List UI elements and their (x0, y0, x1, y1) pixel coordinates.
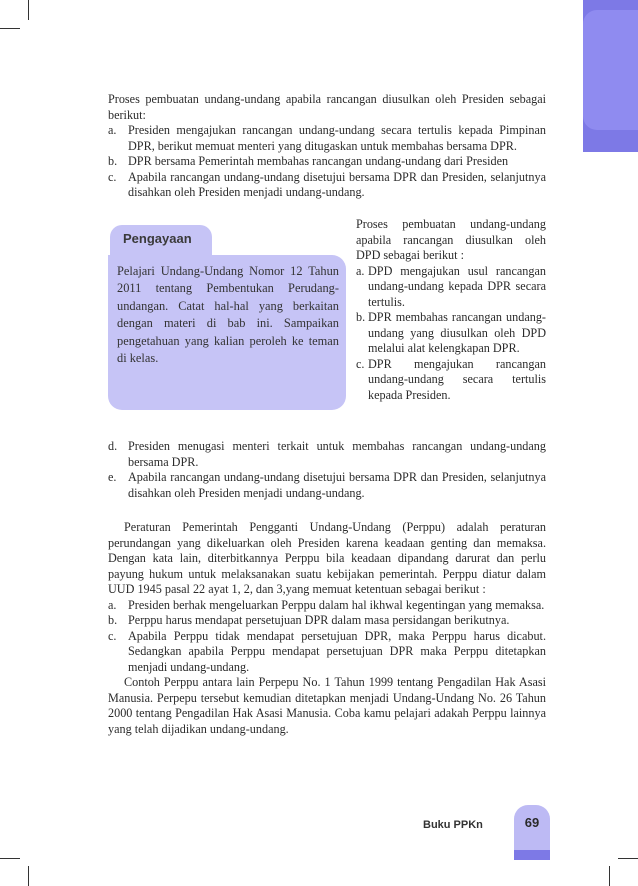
continued-list (108, 439, 546, 501)
crop-mark (618, 858, 638, 859)
crop-mark (0, 858, 20, 859)
list-item: b. DPR membahas rancangan undang-undang yang diusulkan oleh DPD melalui alat kelengkapan DPR. (356, 310, 546, 355)
perppu-paragraph: Peraturan Pemerintah Pengganti Undang-Undang (Perppu) adalah peraturan perundangan yang dikeluarkan oleh Presiden karena keadaan genting dan memaksa. Dengan kata lain, diterbitkannya Perppu bila keadaan dipandang darurat dan perlu payung hukum untuk melaksanakan suatu kebijakan pemerintah. Perppu diatur dalam UUD 1945 pasal 22 ayat 1, 2, dan 3,yang memuat ketentuan sebagai berikut : (108, 520, 546, 596)
perppu-example: Contoh Perppu antara lain Perpepu No. 1 Tahun 1999 tentang Pengadilan Hak Asasi Manusia. Perpepu tersebut kemudian ditetapkan menjadi Undang-Undang No. 26 Tahun 2000 tentang Pengadilan Hak Asasi Manusia. Coba kamu pelajari adakah Perppu lainnya yang telah dijadikan undang-undang. (108, 675, 546, 736)
list-item: b. DPR bersama Pemerintah membahas rancangan undang-undang dari Presiden (108, 154, 509, 168)
perppu-section (108, 520, 546, 737)
list-item: c. Apabila Perppu tidak mendapat persetujuan DPR, maka Perppu harus dicabut. Sedangkan apabila Perppu mendapat persetujuan DPR maka Perppu ditetapkan menjadi undang-undang. (108, 628, 546, 674)
intro-section (108, 92, 546, 201)
enrichment-body: Pelajari Undang-Undang Nomor 12 Tahun 2011 tentang Pembentukan Perudang-undangan. Catat hal-hal yang berkaitan dengan materi di bab ini. Sampaikan pengetahuan yang kalian peroleh ke teman di kelas. (117, 264, 339, 366)
list-item: e. Apabila rancangan undang-undang disetujui bersama DPR dan Presiden, selanjutnya disahkan oleh Presiden menjadi undang-undang. (108, 470, 546, 500)
intro-text: Proses pembuatan undang-undang apabila rancangan diusulkan oleh Presiden sebagai berikut: (108, 92, 546, 122)
list-item: a. Presiden berhak mengeluarkan Perppu dalam hal ikhwal kegentingan yang memaksa. (108, 597, 545, 612)
list-item: a. DPD mengajukan usul rancangan undang-undang kepada DPR secara tertulis. (356, 263, 546, 309)
dpd-intro: Proses pembuatan undang-undang apabila rancangan diusulkan oleh DPD sebagai berikut : (356, 217, 546, 262)
crop-mark (28, 0, 29, 20)
crop-mark (609, 866, 610, 886)
page-number: 69 (524, 815, 540, 830)
dpd-section (356, 217, 546, 403)
enrichment-title-tab (110, 225, 212, 255)
book-label: Buku PPKn (423, 819, 483, 831)
chapter-tab-strip (583, 0, 638, 152)
list-item: a. Presiden mengajukan rancangan undang-undang secara tertulis kepada Pimpinan DPR, berikut memuat menteri yang ditugaskan untuk membahas bersama DPR. (108, 123, 546, 153)
list-item: d. Presiden menugasi menteri terkait untuk membahas rancangan undang-undang bersama DPR. (108, 439, 546, 469)
list-item: c. DPR mengajukan rancangan undang-undang secara tertulis kepada Presiden. (356, 356, 546, 402)
list-item: c. Apabila rancangan undang-undang disetujui bersama DPR dan Presiden, selanjutnya disahkan oleh Presiden menjadi undang-undang. (108, 169, 546, 199)
enrichment-title: Pengayaan (123, 231, 192, 246)
page-number-badge (514, 805, 550, 860)
crop-mark (0, 28, 20, 29)
list-item: b. Perppu harus mendapat persetujuan DPR dalam masa persidangan berikutnya. (108, 613, 510, 627)
crop-mark (28, 866, 29, 886)
enrichment-box (108, 255, 346, 410)
